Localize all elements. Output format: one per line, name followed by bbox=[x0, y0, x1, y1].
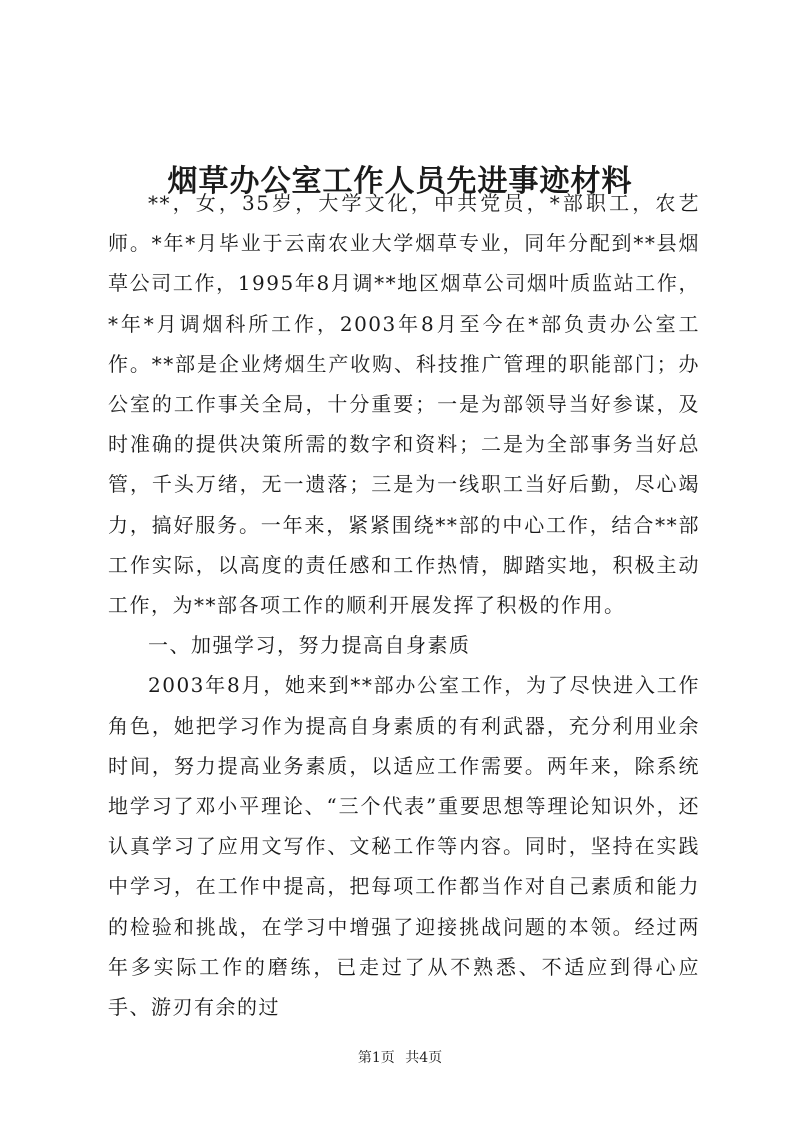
page-footer bbox=[0, 1048, 800, 1068]
document-body bbox=[108, 183, 700, 1027]
section-heading: 一、加强学习，努力提高自身素质 bbox=[148, 633, 471, 658]
body-paragraph: 2003年8月，她来到**部办公室工作，为了尽快进入工作角色，她把学习作为提高自身素质的有利武器，充分利用业余时间，努力提高业务素质，以适应工作需要。两年来，除系统地学习了邓小平理论、“三个代表”重要思想等理论知识外，还认真学习了应用文写作、文秘工作等内容。同时，坚持在实践中学习，在工作中提高，把每项工作都当作对自己素质和能力的检验和挑战，在学习中增强了迎接挑战问题的本领。经过两年多实际工作的磨练，已走过了从不熟悉、不适应到得心应手、游刃有余的过 bbox=[108, 673, 700, 1020]
page-number: 第1页 bbox=[357, 1050, 395, 1066]
page-total: 共4页 bbox=[405, 1050, 443, 1066]
document-title: 烟草办公室工作人员先进事迹材料 bbox=[167, 164, 633, 200]
body-paragraph: **，女，35岁，大学文化，中共党员，*部职工，农艺师。*年*月毕业于云南农业大学烟草专业，同年分配到**县烟草公司工作，1995年8月调**地区烟草公司烟叶质监站工作，*年*月调烟科所工作，2003年8月至今在*部负责办公室工作。**部是企业烤烟生产收购、科技推广管理的职能部门；办公室的工作事关全局，十分重要；一是为部领导当好参谋，及时准确的提供决策所需的数字和资料；二是为全部事务当好总管，千头万绪，无一遗落；三是为一线职工当好后勤，尽心竭力，搞好服务。一年来，紧紧围绕**部的中心工作，结合**部工作实际，以高度的责任感和工作热情，脚踏实地，积极主动工作，为**部各项工作的顺利开展发挥了积极的作用。 bbox=[108, 191, 700, 618]
